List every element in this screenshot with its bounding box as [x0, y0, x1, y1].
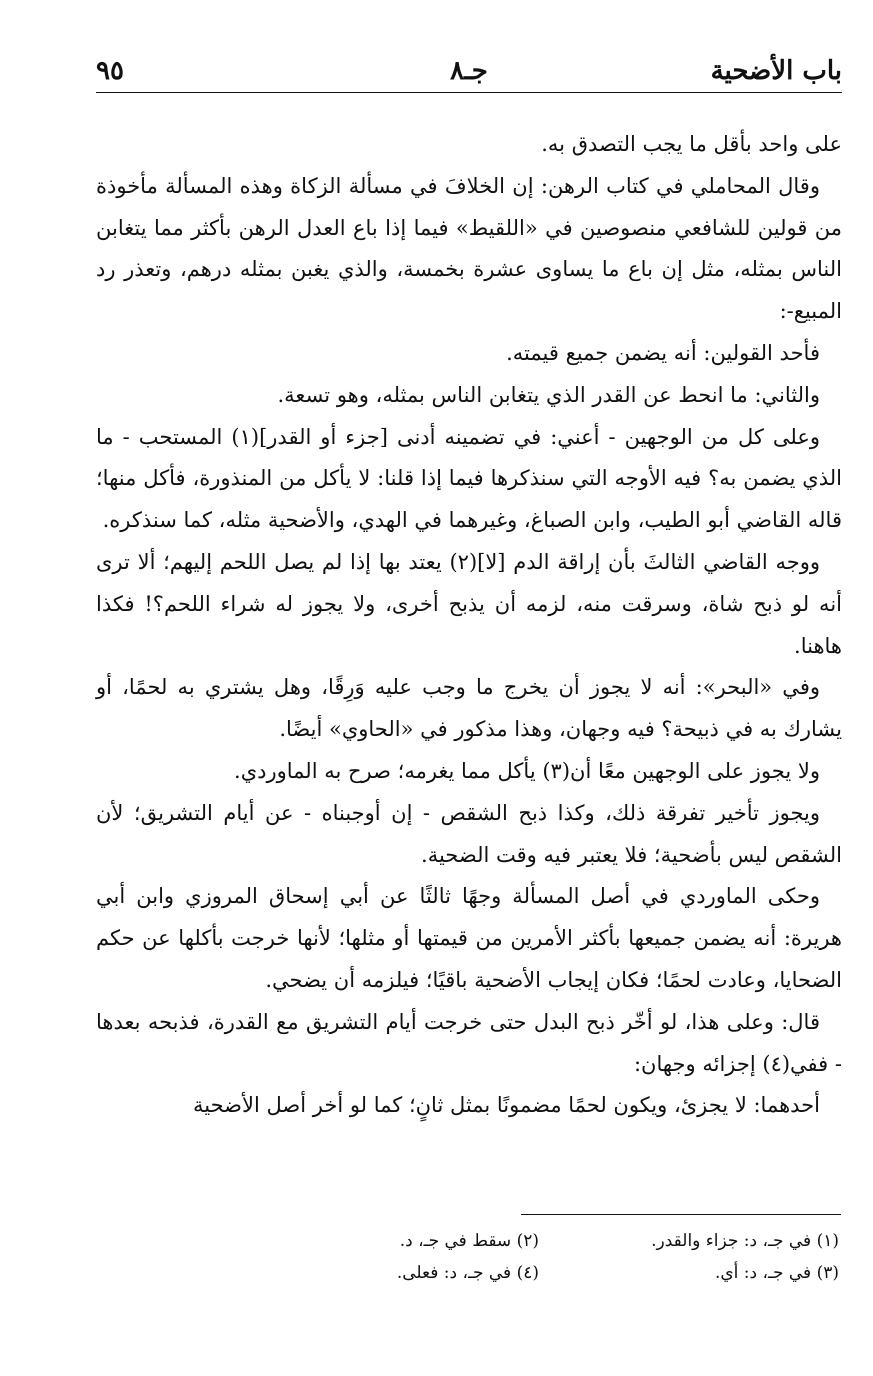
- footnote-3: (٣) في جـ، د: أي.: [714, 1263, 839, 1283]
- footnotes: [279, 1226, 839, 1288]
- volume-label: جـ٨: [450, 56, 488, 86]
- paragraph: قال: وعلى هذا، لو أخّر ذبح البدل حتى خرجت أيام التشريق مع القدرة، فذبحه بعدها - ففي(٤) إجزائه وجهان:: [96, 1009, 842, 1076]
- paragraph: أحدهما: لا يجزئ، ويكون لحمًا مضمونًا بمثل ثانٍ؛ كما لو أخر أصل الأضحية: [193, 1093, 820, 1118]
- footnote-2: (٢) سقط في جـ، د.: [399, 1231, 539, 1251]
- chapter-title: باب الأضحية: [710, 56, 842, 86]
- running-header: [96, 50, 842, 93]
- paragraph: على واحد بأقل ما يجب التصدق به.: [541, 132, 842, 156]
- main-text: [96, 124, 842, 1127]
- footnote-separator: [521, 1214, 841, 1215]
- paragraph: وحكى الماوردي في أصل المسألة وجهًا ثالثًا عن أبي إسحاق المروزي وابن أبي هريرة: أنه يضمن جميعها بأكثر الأمرين من قيمتها أو مثلها؛ لأنها خرجت بأكلها عن حكم الضحايا، وعادت لحمًا؛ فكان إيجاب الأضحية باقيًا؛ فيلزمه أن يضحي.: [96, 884, 842, 992]
- paragraph: وفي «البحر»: أنه لا يجوز أن يخرج ما وجب عليه وَرِقًا، وهل يشتري به لحمًا، أو يشارك به في ذبيحة؟ فيه وجهان، وهذا مذكور في «الحاوي» أيضًا.: [96, 675, 842, 742]
- paragraph: ووجه القاضي الثالثَ بأن إراقة الدم [لا](٢) يعتد بها إذا لم يصل اللحم إليهم؛ ألا ترى أنه لو ذبح شاة، وسرقت منه، لزمه أن يذبح أخرى، ولا يجوز له شراء اللحم؟! فكذا هاهنا.: [96, 549, 842, 658]
- paragraph: ولا يجوز على الوجهين معًا أن(٣) يأكل مما يغرمه؛ صرح به الماوردي.: [234, 758, 820, 783]
- paragraph: فأحد القولين: أنه يضمن جميع قيمته.: [506, 340, 820, 365]
- paragraph: ويجوز تأخير تفرقة ذلك، وكذا ذبح الشقص - إن أوجبناه - عن أيام التشريق؛ لأن الشقص ليس بأضحية؛ فلا يعتبر فيه وقت الضحية.: [96, 800, 842, 867]
- footnote-4: (٤) في جـ، د: فعلى.: [396, 1263, 539, 1283]
- paragraph: وقال المحاملي في كتاب الرهن: إن الخلافَ في مسألة الزكاة وهذه المسألة مأخوذة من قولين للشافعي منصوصين في «اللقيط» فيما إذا باع العدل الرهن بأكثر مما يتغابن الناس بمثله، مثل إن باع ما يساوى عشرة بخمسة، والذي يغبن بمثله درهم، وتعذر رد المبيع-:: [96, 173, 842, 324]
- paragraph: والثاني: ما انحط عن القدر الذي يتغابن الناس بمثله، وهو تسعة.: [277, 382, 820, 407]
- paragraph: وعلى كل من الوجهين - أعني: في تضمينه أدنى [جزء أو القدر](١) المستحب - ما الذي يضمن به؟ فيه الأوجه التي سنذكرها فيما إذا قلنا: لا يأكل من المنذورة، فأكل منها؛ قاله القاضي أبو الطيب، وابن الصباغ، وغيرهما في الهدي، والأضحية مثله، كما سنذكره.: [96, 424, 842, 533]
- page-number: ٩٥: [96, 56, 124, 86]
- footnote-1: (١) في جـ، د: جزاء والقدر.: [651, 1231, 839, 1251]
